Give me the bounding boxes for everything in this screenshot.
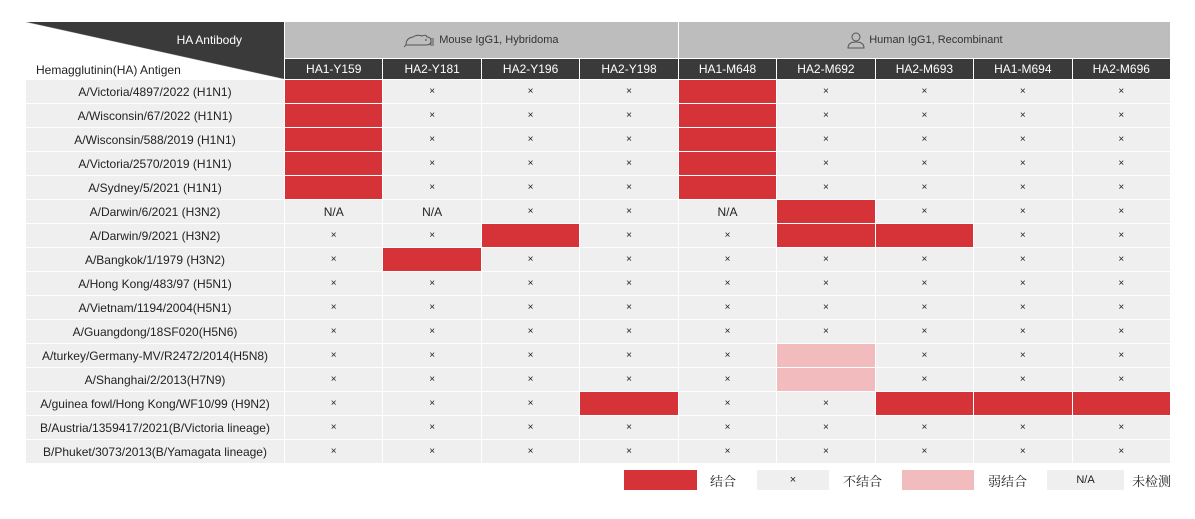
column-header: HA1-M648 bbox=[679, 59, 776, 79]
cell-no-binding: × bbox=[482, 368, 579, 391]
cell-no-binding: × bbox=[580, 440, 677, 463]
cell-no-binding: × bbox=[777, 176, 874, 199]
cell-no-binding: × bbox=[285, 248, 382, 271]
human-icon bbox=[846, 31, 866, 49]
cell-no-binding: × bbox=[974, 344, 1071, 367]
legend-label-bind: 结合 bbox=[710, 473, 737, 489]
legend-swatch-bind bbox=[624, 470, 697, 490]
cell-no-binding: × bbox=[285, 224, 382, 247]
row-header-antigen: A/turkey/Germany-MV/R2472/2014(H5N8) bbox=[26, 344, 284, 367]
row-header-antigen: A/Darwin/6/2021 (H3N2) bbox=[26, 200, 284, 223]
cell-binding bbox=[974, 392, 1071, 415]
cell-no-binding: × bbox=[974, 224, 1071, 247]
cell-no-binding: × bbox=[580, 104, 677, 127]
cell-no-binding: × bbox=[383, 272, 480, 295]
cell-no-binding: × bbox=[383, 392, 480, 415]
cell-no-binding: × bbox=[285, 392, 382, 415]
cell-binding bbox=[679, 80, 776, 103]
cell-no-binding: × bbox=[876, 152, 973, 175]
cell-no-binding: × bbox=[777, 80, 874, 103]
cell-no-binding: × bbox=[876, 248, 973, 271]
column-header: HA1-Y159 bbox=[285, 59, 382, 79]
cell-binding bbox=[679, 152, 776, 175]
column-header: HA2-Y181 bbox=[383, 59, 480, 79]
antibody-axis-label: HA Antibody bbox=[176, 33, 242, 47]
cell-binding bbox=[580, 392, 677, 415]
cell-no-binding: × bbox=[482, 416, 579, 439]
cell-binding bbox=[285, 128, 382, 151]
cell-no-binding: × bbox=[1073, 320, 1170, 343]
cell-no-binding: × bbox=[1073, 224, 1170, 247]
row-header-antigen: A/Wisconsin/588/2019 (H1N1) bbox=[26, 128, 284, 151]
cell-no-binding: × bbox=[679, 248, 776, 271]
cell-no-binding: × bbox=[383, 152, 480, 175]
cell-no-binding: × bbox=[285, 320, 382, 343]
cell-binding bbox=[285, 152, 382, 175]
cell-no-binding: × bbox=[974, 368, 1071, 391]
cell-no-binding: × bbox=[777, 152, 874, 175]
cell-no-binding: × bbox=[580, 80, 677, 103]
cell-no-binding: × bbox=[482, 392, 579, 415]
cell-no-binding: × bbox=[876, 200, 973, 223]
cell-no-binding: × bbox=[580, 416, 677, 439]
legend-swatch-x: × bbox=[757, 470, 829, 490]
cell-no-binding: × bbox=[580, 344, 677, 367]
group-header-human bbox=[679, 22, 1170, 58]
cell-no-binding: × bbox=[876, 416, 973, 439]
cell-no-binding: × bbox=[482, 320, 579, 343]
cell-no-binding: × bbox=[777, 440, 874, 463]
cell-no-binding: × bbox=[974, 200, 1071, 223]
cell-no-binding: × bbox=[383, 128, 480, 151]
table-corner-header bbox=[26, 22, 284, 79]
column-header: HA2-M693 bbox=[876, 59, 973, 79]
cell-no-binding: × bbox=[777, 248, 874, 271]
column-header: HA2-M692 bbox=[777, 59, 874, 79]
cell-no-binding: × bbox=[482, 296, 579, 319]
cell-no-binding: × bbox=[580, 368, 677, 391]
antigen-axis-label: Hemagglutinin(HA) Antigen bbox=[36, 63, 181, 77]
group-label-human: Human IgG1, Recombinant bbox=[869, 34, 1003, 46]
cell-no-binding: × bbox=[876, 128, 973, 151]
row-header-antigen: A/Victoria/2570/2019 (H1N1) bbox=[26, 152, 284, 175]
cell-no-binding: × bbox=[777, 392, 874, 415]
cell-no-binding: × bbox=[580, 176, 677, 199]
cell-no-binding: × bbox=[285, 368, 382, 391]
cell-binding bbox=[285, 104, 382, 127]
cell-no-binding: × bbox=[876, 320, 973, 343]
cell-no-binding: × bbox=[679, 224, 776, 247]
column-header: HA1-M694 bbox=[974, 59, 1071, 79]
legend-label-weak: 弱结合 bbox=[988, 473, 1028, 489]
cell-no-binding: × bbox=[1073, 368, 1170, 391]
cell-no-binding: × bbox=[383, 176, 480, 199]
cell-not-tested: N/A bbox=[285, 200, 382, 223]
cell-no-binding: × bbox=[876, 296, 973, 319]
cell-no-binding: × bbox=[679, 320, 776, 343]
cell-no-binding: × bbox=[580, 296, 677, 319]
cell-no-binding: × bbox=[482, 344, 579, 367]
cell-no-binding: × bbox=[482, 440, 579, 463]
cell-no-binding: × bbox=[974, 248, 1071, 271]
row-header-antigen: A/Victoria/4897/2022 (H1N1) bbox=[26, 80, 284, 103]
cell-no-binding: × bbox=[580, 128, 677, 151]
cell-no-binding: × bbox=[383, 416, 480, 439]
binding-table bbox=[26, 22, 1170, 459]
row-header-antigen: A/Darwin/9/2021 (H3N2) bbox=[26, 224, 284, 247]
cell-no-binding: × bbox=[876, 368, 973, 391]
legend-swatch-weak bbox=[902, 470, 974, 490]
cell-no-binding: × bbox=[580, 320, 677, 343]
row-header-antigen: B/Phuket/3073/2013(B/Yamagata lineage) bbox=[26, 440, 284, 463]
cell-no-binding: × bbox=[1073, 200, 1170, 223]
cell-no-binding: × bbox=[974, 128, 1071, 151]
cell-no-binding: × bbox=[1073, 176, 1170, 199]
cell-no-binding: × bbox=[482, 200, 579, 223]
cell-not-tested: N/A bbox=[383, 200, 480, 223]
cell-no-binding: × bbox=[1073, 80, 1170, 103]
cell-no-binding: × bbox=[383, 80, 480, 103]
column-header: HA2-M696 bbox=[1073, 59, 1170, 79]
cell-no-binding: × bbox=[1073, 128, 1170, 151]
cell-no-binding: × bbox=[876, 104, 973, 127]
cell-no-binding: × bbox=[1073, 272, 1170, 295]
cell-no-binding: × bbox=[285, 416, 382, 439]
cell-no-binding: × bbox=[876, 176, 973, 199]
cell-no-binding: × bbox=[383, 440, 480, 463]
row-header-antigen: A/Shanghai/2/2013(H7N9) bbox=[26, 368, 284, 391]
cell-weak-binding bbox=[777, 368, 874, 391]
row-header-antigen: A/Wisconsin/67/2022 (H1N1) bbox=[26, 104, 284, 127]
column-header: HA2-Y198 bbox=[580, 59, 677, 79]
cell-no-binding: × bbox=[974, 296, 1071, 319]
cell-no-binding: × bbox=[1073, 248, 1170, 271]
cell-no-binding: × bbox=[580, 200, 677, 223]
cell-no-binding: × bbox=[777, 128, 874, 151]
row-header-antigen: A/Vietnam/1194/2004(H5N1) bbox=[26, 296, 284, 319]
row-header-antigen: B/Austria/1359417/2021(B/Victoria lineage) bbox=[26, 416, 284, 439]
cell-no-binding: × bbox=[383, 320, 480, 343]
cell-no-binding: × bbox=[974, 152, 1071, 175]
cell-binding bbox=[876, 224, 973, 247]
cell-no-binding: × bbox=[482, 128, 579, 151]
cell-no-binding: × bbox=[974, 272, 1071, 295]
cell-binding bbox=[383, 248, 480, 271]
cell-binding bbox=[777, 200, 874, 223]
cell-no-binding: × bbox=[974, 80, 1071, 103]
cell-no-binding: × bbox=[876, 80, 973, 103]
cell-binding bbox=[679, 128, 776, 151]
cell-no-binding: × bbox=[876, 344, 973, 367]
cell-no-binding: × bbox=[777, 272, 874, 295]
cell-no-binding: × bbox=[482, 176, 579, 199]
cell-no-binding: × bbox=[679, 440, 776, 463]
cell-no-binding: × bbox=[383, 104, 480, 127]
cell-no-binding: × bbox=[285, 272, 382, 295]
cell-binding bbox=[285, 176, 382, 199]
cell-binding bbox=[777, 224, 874, 247]
cell-no-binding: × bbox=[285, 296, 382, 319]
cell-weak-binding bbox=[777, 344, 874, 367]
cell-no-binding: × bbox=[285, 344, 382, 367]
cell-no-binding: × bbox=[974, 320, 1071, 343]
cell-no-binding: × bbox=[679, 416, 776, 439]
legend-label-x: 不结合 bbox=[843, 473, 883, 489]
cell-no-binding: × bbox=[383, 368, 480, 391]
cell-no-binding: × bbox=[1073, 440, 1170, 463]
cell-no-binding: × bbox=[285, 440, 382, 463]
cell-no-binding: × bbox=[777, 416, 874, 439]
cell-no-binding: × bbox=[1073, 152, 1170, 175]
cell-no-binding: × bbox=[580, 272, 677, 295]
cell-no-binding: × bbox=[1073, 296, 1170, 319]
mouse-icon bbox=[404, 32, 436, 48]
cell-no-binding: × bbox=[679, 296, 776, 319]
cell-no-binding: × bbox=[777, 296, 874, 319]
cell-binding bbox=[876, 392, 973, 415]
group-header-mouse bbox=[285, 22, 678, 58]
cell-no-binding: × bbox=[679, 272, 776, 295]
cell-no-binding: × bbox=[777, 320, 874, 343]
cell-no-binding: × bbox=[383, 296, 480, 319]
cell-no-binding: × bbox=[876, 440, 973, 463]
legend-label-na: 未检测 bbox=[1132, 473, 1172, 489]
cell-no-binding: × bbox=[679, 344, 776, 367]
cell-binding bbox=[1073, 392, 1170, 415]
cell-no-binding: × bbox=[482, 152, 579, 175]
cell-binding bbox=[285, 80, 382, 103]
cell-no-binding: × bbox=[580, 224, 677, 247]
cell-no-binding: × bbox=[777, 104, 874, 127]
cell-binding bbox=[482, 224, 579, 247]
row-header-antigen: A/Sydney/5/2021 (H1N1) bbox=[26, 176, 284, 199]
legend bbox=[624, 470, 1174, 490]
cell-no-binding: × bbox=[383, 344, 480, 367]
column-header: HA2-Y196 bbox=[482, 59, 579, 79]
cell-no-binding: × bbox=[580, 152, 677, 175]
cell-no-binding: × bbox=[482, 104, 579, 127]
cell-binding bbox=[679, 104, 776, 127]
row-header-antigen: A/Guangdong/18SF020(H5N6) bbox=[26, 320, 284, 343]
row-header-antigen: A/guinea fowl/Hong Kong/WF10/99 (H9N2) bbox=[26, 392, 284, 415]
legend-swatch-na: N/A bbox=[1047, 470, 1124, 490]
cell-no-binding: × bbox=[679, 368, 776, 391]
cell-no-binding: × bbox=[974, 104, 1071, 127]
cell-binding bbox=[679, 176, 776, 199]
cell-no-binding: × bbox=[482, 80, 579, 103]
group-label-mouse: Mouse IgG1, Hybridoma bbox=[439, 34, 559, 46]
cell-no-binding: × bbox=[1073, 416, 1170, 439]
cell-no-binding: × bbox=[1073, 344, 1170, 367]
row-header-antigen: A/Bangkok/1/1979 (H3N2) bbox=[26, 248, 284, 271]
cell-no-binding: × bbox=[482, 248, 579, 271]
cell-no-binding: × bbox=[580, 248, 677, 271]
cell-no-binding: × bbox=[383, 224, 480, 247]
cell-no-binding: × bbox=[1073, 104, 1170, 127]
cell-no-binding: × bbox=[974, 416, 1071, 439]
cell-no-binding: × bbox=[876, 272, 973, 295]
cell-no-binding: × bbox=[679, 392, 776, 415]
cell-no-binding: × bbox=[974, 176, 1071, 199]
cell-no-binding: × bbox=[974, 440, 1071, 463]
row-header-antigen: A/Hong Kong/483/97 (H5N1) bbox=[26, 272, 284, 295]
cell-not-tested: N/A bbox=[679, 200, 776, 223]
cell-no-binding: × bbox=[482, 272, 579, 295]
